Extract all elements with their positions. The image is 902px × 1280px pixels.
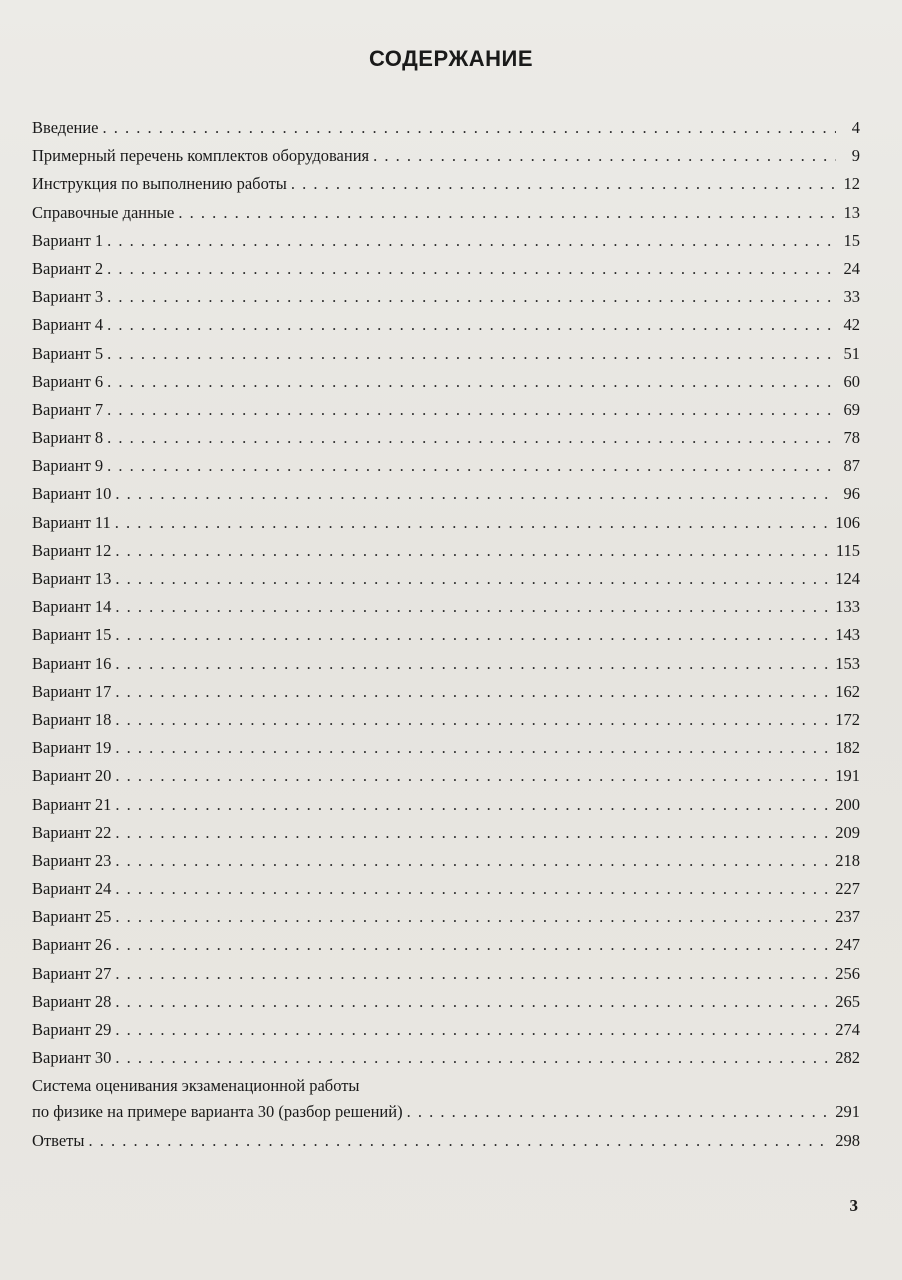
toc-entry [32,875,860,903]
leader-dots [107,311,836,339]
leader-dots [115,537,831,565]
toc-entry-label: Вариант 9 [32,456,104,476]
toc-entry-page: 12 [843,174,860,194]
toc-entry [32,847,860,875]
toc-entry-page: 51 [843,343,860,363]
toc-entry [32,819,860,847]
leader-dots [88,1127,831,1155]
toc-entry-label: Вариант 28 [32,991,112,1011]
toc-entry [32,1044,860,1072]
toc-entry-label: Вариант 17 [32,681,112,701]
leader-dots [407,1098,832,1126]
toc-entry [32,593,860,621]
toc-entry-page: 200 [835,794,860,814]
toc-entry [32,621,860,649]
leader-dots [107,340,836,368]
leader-dots [107,452,836,480]
toc-entry-page: 162 [835,681,860,701]
toc-entry-page: 42 [843,315,860,335]
toc-entry [32,1016,860,1044]
toc-entry-label: Примерный перечень комплектов оборудования [32,146,370,166]
toc-entry [32,706,860,734]
toc-entry [32,255,860,283]
toc-entry-page: 256 [835,963,860,983]
toc-entry [32,452,860,480]
toc-entry-label: Вариант 11 [32,512,111,532]
toc-entry [32,791,860,819]
toc-entry-label: Вариант 1 [32,230,104,250]
leader-dots [115,480,836,508]
toc-entry-page: 209 [835,822,860,842]
toc-entry-label: Вариант 22 [32,822,112,842]
toc-entry-label: по физике на примере варианта 30 (разбор решений) [32,1102,403,1122]
leader-dots [115,706,831,734]
toc-entry [32,565,860,593]
toc-entry [32,762,860,790]
leader-dots [178,199,836,227]
leader-dots [115,1044,831,1072]
toc-entry [32,960,860,988]
leader-dots [115,988,831,1016]
toc-entry-label: Вариант 14 [32,597,112,617]
leader-dots [107,255,836,283]
leader-dots [115,678,831,706]
leader-dots [107,396,836,424]
toc-entry-page: 60 [843,371,860,391]
toc-entry-page: 247 [835,935,860,955]
toc-entry-label: Вариант 6 [32,371,104,391]
leader-dots [115,847,831,875]
toc-entry-page: 124 [835,569,860,588]
toc-entry-label: Вариант 29 [32,1020,112,1039]
toc-entry-page: 106 [835,512,860,532]
toc-entry-label: Вариант 27 [32,963,112,983]
leader-dots [107,424,836,452]
toc-entry [32,199,860,227]
toc-entry [32,396,860,424]
leader-dots [115,650,831,678]
toc-entry-label: Вариант 4 [32,315,104,335]
toc-entry-page: 87 [843,456,860,476]
toc-entry-label: Вариант 3 [32,287,104,307]
leader-dots [115,931,831,959]
leader-dots [103,114,836,142]
toc-entry-page: 24 [843,258,860,278]
toc-entry [32,903,860,931]
toc-entry-label: Вариант 12 [32,540,112,560]
toc-entry [32,734,860,762]
toc-entry [32,678,860,706]
toc-entry-page: 282 [835,1048,860,1068]
leader-dots [107,368,836,396]
toc-entry-page: 182 [835,738,860,758]
toc-entry-label: Система оценивания экзаменационной работы [32,1076,360,1096]
toc-entry-page: 291 [835,1102,860,1122]
toc-entry-label: Инструкция по выполнению работы [32,174,287,194]
toc-entry-label: Вариант 2 [32,258,104,278]
toc-entry-page: 4 [851,118,860,137]
toc-entry [32,227,860,255]
toc-entry-label: Вариант 8 [32,428,104,448]
toc-entry-label: Вариант 7 [32,399,104,419]
toc-entry-label: Справочные данные [32,202,175,222]
toc-entry [32,170,860,198]
toc-entry-page: 115 [835,540,860,560]
toc-entry-label: Вариант 16 [32,653,112,673]
leader-dots [107,227,836,255]
leader-dots [107,283,836,311]
toc-entry-page: 218 [835,850,860,870]
toc-entry-label: Вариант 20 [32,766,112,786]
toc-entry [32,480,860,508]
leader-dots [115,819,831,847]
toc-entry-page: 143 [835,625,860,645]
toc-entry [32,114,860,142]
toc-entry [32,509,860,537]
toc-entry-label: Вариант 21 [32,794,112,814]
toc-entry [32,283,860,311]
toc-entry-page: 133 [835,597,860,617]
toc-entry-label: Вариант 30 [32,1048,112,1068]
toc-entry-label: Вариант 19 [32,738,112,758]
toc-entry-page: 227 [835,879,860,899]
toc-entry-label: Ответы [32,1130,85,1150]
toc-entry-page: 172 [835,709,860,729]
toc-entry-label: Вариант 24 [32,879,112,899]
leader-dots [115,509,831,537]
toc-entry [32,142,860,170]
leader-dots [115,621,831,649]
toc-entry-page: 96 [843,484,860,504]
leader-dots [291,170,836,198]
leader-dots [115,734,831,762]
toc-entry [32,340,860,368]
toc-entry-label: Вариант 15 [32,625,112,645]
toc-entry [32,424,860,452]
toc-entry [32,368,860,396]
toc-entry-label: Вариант 10 [32,484,112,504]
toc-entry-page: 191 [835,766,860,786]
toc-entry-answers [32,1127,860,1155]
leader-dots [115,960,831,988]
page-title: СОДЕРЖАНИЕ [368,46,534,71]
toc-entry-page: 33 [843,287,860,307]
toc-entry [32,931,860,959]
page-number: 3 [849,1196,858,1215]
leader-dots [115,903,831,931]
toc-entry-page: 69 [843,399,860,419]
table-of-contents [32,114,860,1155]
toc-entry-label: Введение [32,118,99,137]
toc-entry-page: 78 [843,428,860,448]
toc-entry-page: 265 [835,991,860,1011]
toc-entry-page: 153 [835,653,860,673]
toc-entry-label: Вариант 26 [32,935,112,955]
toc-entry-page: 9 [851,146,860,166]
leader-dots [373,142,836,170]
toc-entry-page: 237 [835,907,860,927]
toc-entry-label: Вариант 25 [32,907,112,927]
toc-entry-label: Вариант 5 [32,343,104,363]
leader-dots [115,593,831,621]
leader-dots [115,791,831,819]
toc-entry-label: Вариант 13 [32,569,112,588]
leader-dots [115,565,831,593]
toc-entry [32,988,860,1016]
toc-entry-page: 298 [835,1130,860,1150]
leader-dots [115,762,831,790]
toc-entry-label: Вариант 23 [32,850,112,870]
toc-entry-label: Вариант 18 [32,709,112,729]
leader-dots [115,1016,831,1044]
toc-entry [32,311,860,339]
toc-entry-page: 13 [843,202,860,222]
toc-entry-page: 15 [843,230,860,250]
toc-entry [32,537,860,565]
toc-entry [32,650,860,678]
toc-entry-assessment [32,1074,860,1126]
toc-entry-page: 274 [835,1020,860,1039]
leader-dots [115,875,831,903]
